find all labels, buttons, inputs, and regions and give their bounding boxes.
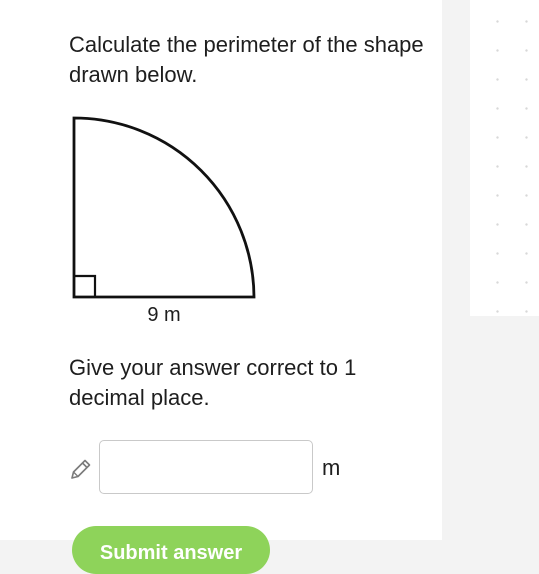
submit-answer-button[interactable]: Submit answer bbox=[72, 526, 270, 574]
side-panel bbox=[470, 0, 539, 316]
question-prompt: Calculate the perimeter of the shape drawn below. bbox=[69, 32, 424, 87]
pencil-icon bbox=[68, 456, 94, 482]
quarter-circle-shape bbox=[74, 118, 254, 297]
unit-label: m bbox=[322, 455, 341, 480]
radius-label: 9 m bbox=[147, 304, 181, 326]
answer-input[interactable] bbox=[99, 440, 313, 494]
right-angle-marker bbox=[74, 276, 95, 297]
quarter-circle-figure bbox=[60, 108, 270, 330]
instruction-text: Give your answer correct to 1 decimal place. bbox=[69, 355, 357, 410]
answer-row bbox=[66, 440, 366, 496]
